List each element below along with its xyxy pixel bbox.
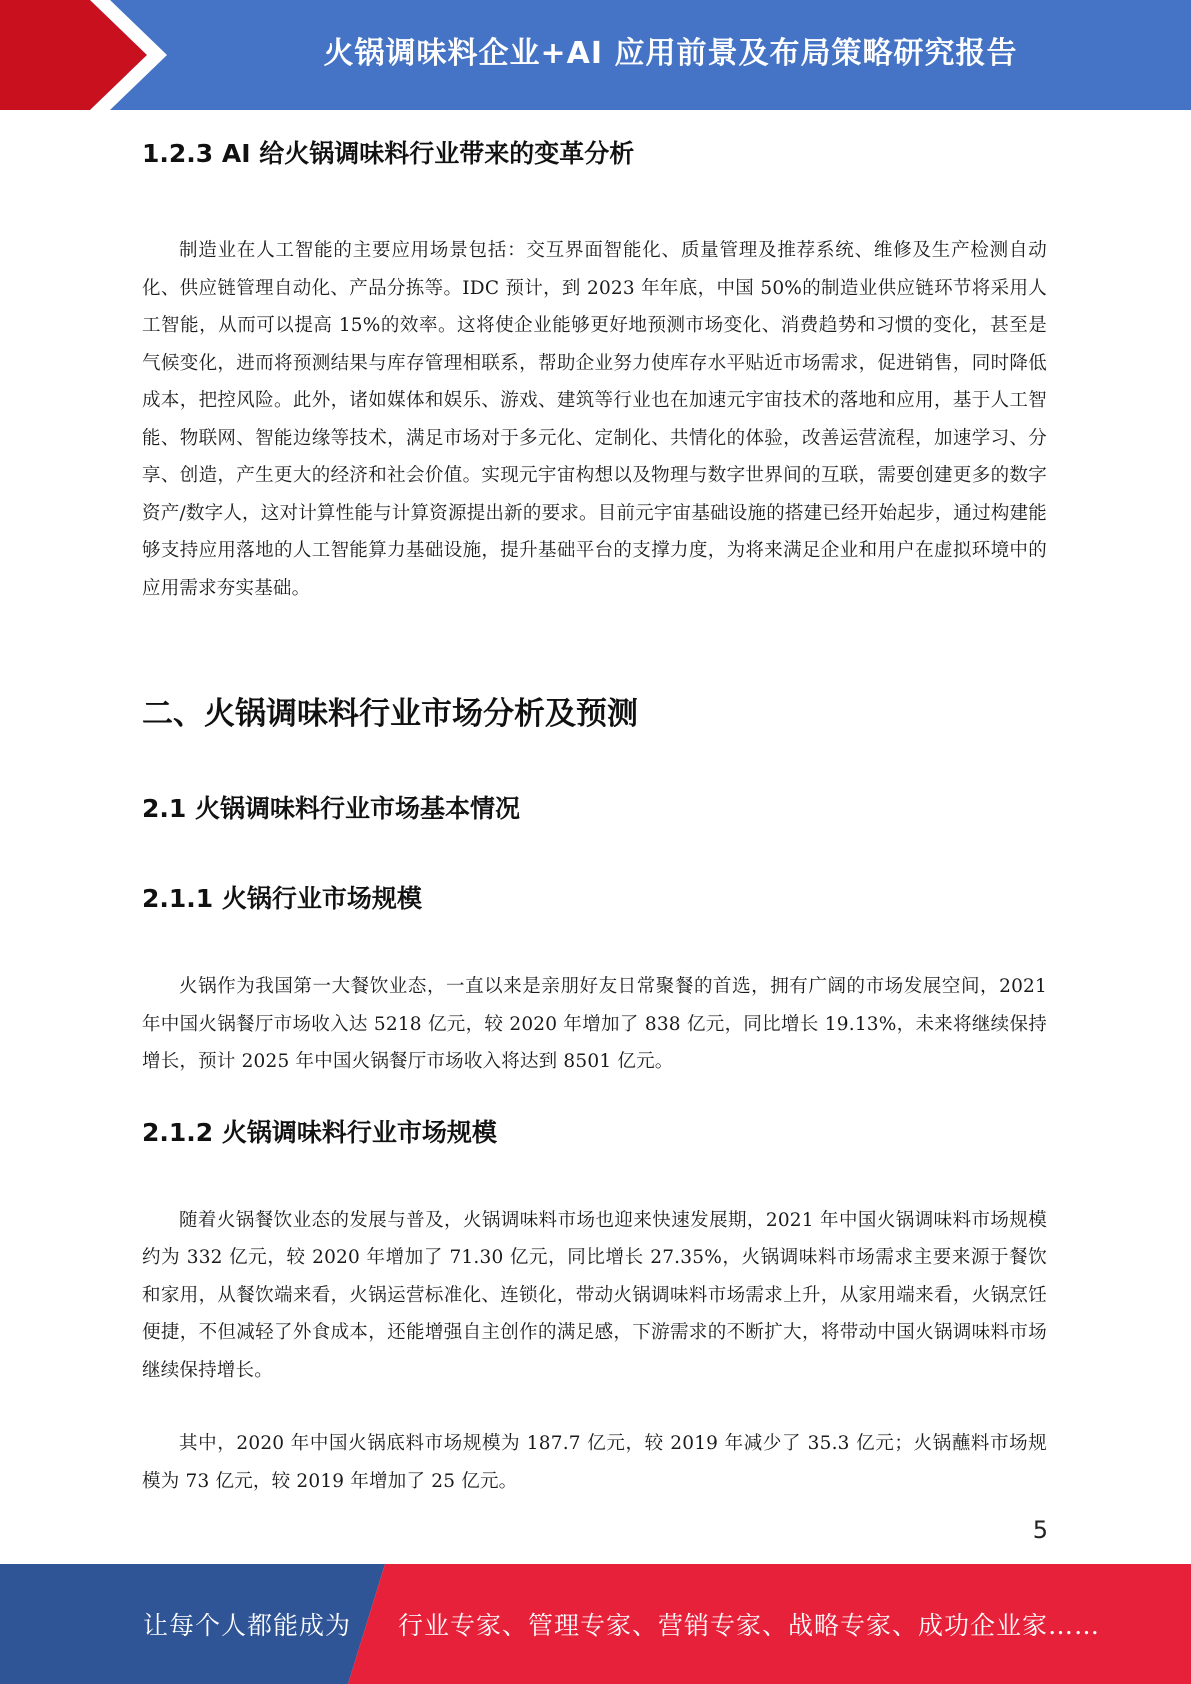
page-footer [0, 1564, 1191, 1684]
document-body [142, 118, 1047, 1500]
section-2-1-2-paragraph-1: 随着火锅餐饮业态的发展与普及，火锅调味料市场也迎来快速发展期，2021 年中国火锅调味料市场规模约为 332 亿元，较 2020 年增加了 71.30 亿元，同比增长 27.35%，火锅调味料市场需求主要来源于餐饮和家用，从餐饮端来看，火锅运营标准化、连锁化，带动火锅调味料市场需求上升，从家用端来看，火锅烹饪便捷，不但减轻了外食成本，还能增强自主创作的满足感，下游需求的不断扩大，将带动中国火锅调味料市场继续保持增长。 [142, 1209, 1047, 1381]
section-2-1-heading: 2.1 火锅调味料行业市场基本情况 [142, 794, 520, 823]
section-2-1-2-paragraph-2: 其中，2020 年中国火锅底料市场规模为 187.7 亿元，较 2019 年减少了 35.3 亿元；火锅蘸料市场规模为 73 亿元，较 2019 年增加了 25 亿元。 [142, 1433, 1047, 1492]
page-number: 5 [1032, 1516, 1048, 1544]
section-1-2-3-paragraph: 制造业在人工智能的主要应用场景包括：交互界面智能化、质量管理及推荐系统、维修及生产检测自动化、供应链管理自动化、产品分拣等。IDC 预计，到 2023 年年底，中国 50%的制造业供应链环节将采用人工智能，从而可以提高 15%的效率。这将使企业能够更好地预测市场变化、消费趋势和习惯的变化，甚至是气候变化，进而将预测结果与库存管理相联系，帮助企业努力使库存水平贴近市场需求，促进销售，同时降低成本，把控风险。此外，诸如媒体和娱乐、游戏、建筑等行业也在加速元宇宙技术的落地和应用，基于人工智能、物联网、智能边缘等技术，满足市场对于多元化、定制化、共情化的体验，改善运营流程，加速学习、分享、创造，产生更大的经济和社会价值。实现元宇宙构想以及物理与数字世界间的互联，需要创建更多的数字资产/数字人，这对计算性能与计算资源提出新的要求。目前元宇宙基础设施的搭建已经开始起步，通过构建能够支持应用落地的人工智能算力基础设施，提升基础平台的支撑力度，为将来满足企业和用户在虚拟环境中的应用需求夯实基础。 [142, 240, 1047, 599]
footer-slogan-right: 行业专家、管理专家、营销专家、战略专家、成功企业家…… [398, 1611, 1101, 1640]
section-2-1-2-heading: 2.1.2 火锅调味料行业市场规模 [142, 1117, 497, 1147]
section-2-1-1-heading: 2.1.1 火锅行业市场规模 [142, 884, 422, 913]
section-1-2-3-heading: 1.2.3 AI 给火锅调味料行业带来的变革分析 [142, 139, 635, 168]
chapter-2-heading: 二、火锅调味料行业市场分析及预测 [142, 696, 638, 732]
page-header [0, 0, 1191, 110]
report-title: 火锅调味料企业+AI 应用前景及布局策略研究报告 [323, 36, 1018, 71]
section-2-1-1-paragraph: 火锅作为我国第一大餐饮业态，一直以来是亲朋好友日常聚餐的首选，拥有广阔的市场发展空间，2021 年中国火锅餐厅市场收入达 5218 亿元，较 2020 年增加了 838 亿元，同比增长 19.13%，未来将继续保持增长，预计 2025 年中国火锅餐厅市场收入将达到 8501 亿元。 [142, 976, 1047, 1072]
footer-slogan-left: 让每个人都能成为 [143, 1611, 352, 1640]
